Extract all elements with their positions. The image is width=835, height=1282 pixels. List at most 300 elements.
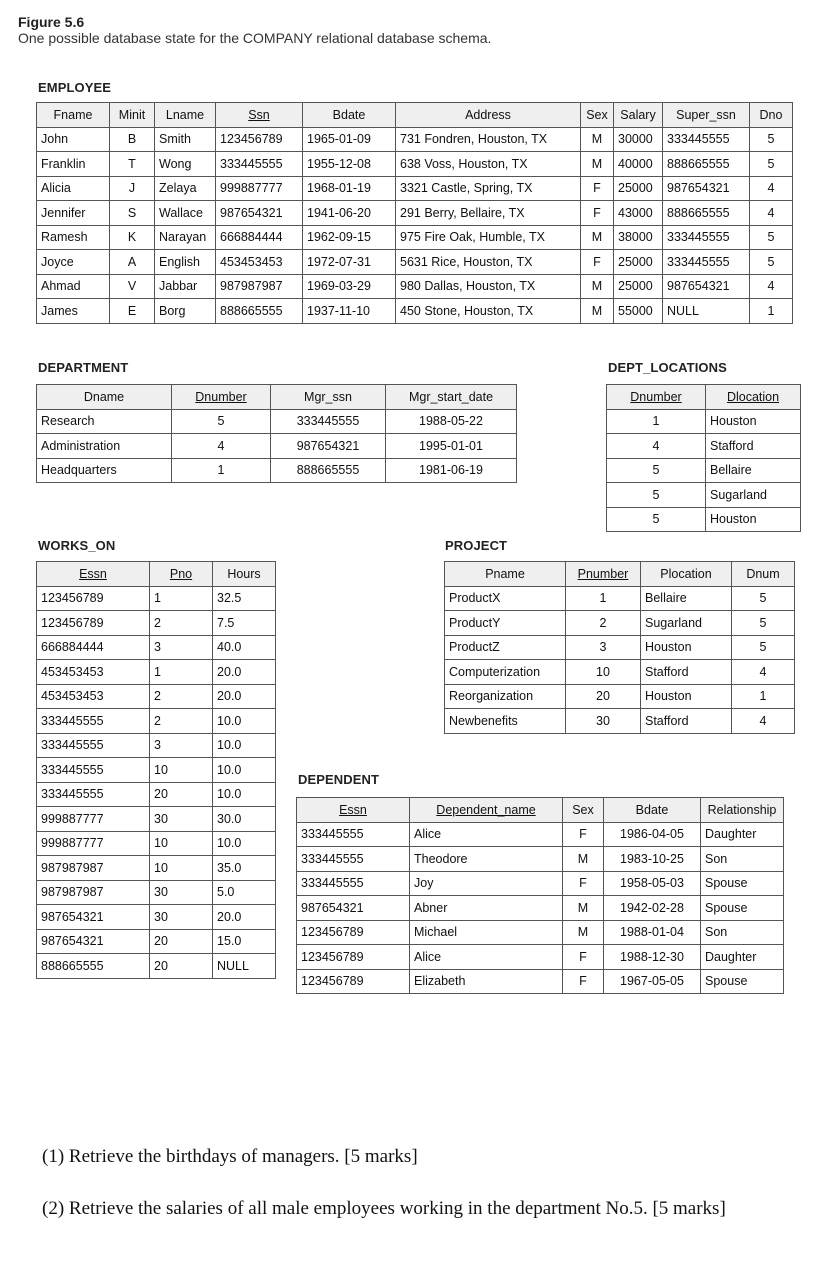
table-cell: 15.0 — [213, 929, 276, 954]
dept-locations-header-dnumber: Dnumber — [607, 385, 706, 410]
table-cell: 123456789 — [297, 920, 410, 945]
table-cell: 10.0 — [213, 733, 276, 758]
table-cell: Jennifer — [37, 201, 110, 226]
table-cell: Headquarters — [37, 458, 172, 483]
table-cell: 1965-01-09 — [303, 127, 396, 152]
table-cell: 333445555 — [663, 250, 750, 275]
table-row — [297, 871, 784, 896]
table-cell: 1937-11-10 — [303, 299, 396, 324]
table-cell: 1962-09-15 — [303, 225, 396, 250]
table-cell: 2 — [150, 709, 213, 734]
table-cell: 4 — [750, 274, 793, 299]
table-cell: 2 — [566, 611, 641, 636]
table-cell: Elizabeth — [410, 969, 563, 994]
table-cell: 10.0 — [213, 758, 276, 783]
table-cell: 975 Fire Oak, Humble, TX — [396, 225, 581, 250]
table-cell: 731 Fondren, Houston, TX — [396, 127, 581, 152]
table-cell: 1958-05-03 — [604, 871, 701, 896]
table-cell: 987654321 — [37, 905, 150, 930]
table-cell: 980 Dallas, Houston, TX — [396, 274, 581, 299]
works-on-table — [36, 561, 276, 979]
table-cell: Spouse — [701, 871, 784, 896]
dependent-table-title: DEPENDENT — [298, 772, 380, 787]
table-cell: 1 — [750, 299, 793, 324]
employee-header-salary: Salary — [614, 103, 663, 128]
table-cell: 20.0 — [213, 684, 276, 709]
table-cell: Daughter — [701, 945, 784, 970]
employee-header-dno: Dno — [750, 103, 793, 128]
table-cell: 450 Stone, Houston, TX — [396, 299, 581, 324]
table-row — [37, 458, 517, 483]
table-cell: 987654321 — [216, 201, 303, 226]
table-cell: 5 — [750, 152, 793, 177]
table-cell: 10 — [150, 831, 213, 856]
table-cell: Ramesh — [37, 225, 110, 250]
table-cell: F — [563, 822, 604, 847]
table-cell: 1983-10-25 — [604, 847, 701, 872]
table-cell: 1988-05-22 — [386, 409, 517, 434]
table-cell: F — [563, 945, 604, 970]
table-cell: 999887777 — [216, 176, 303, 201]
table-cell: 987987987 — [37, 880, 150, 905]
table-row — [37, 954, 276, 979]
table-cell: 20.0 — [213, 660, 276, 685]
figure-caption: One possible database state for the COMPANY relational database schema. — [18, 30, 492, 46]
table-row — [297, 896, 784, 921]
table-cell: 333445555 — [271, 409, 386, 434]
table-cell: 123456789 — [37, 611, 150, 636]
dependent-header-relationship: Relationship — [701, 798, 784, 823]
table-row — [37, 274, 793, 299]
table-cell: 999887777 — [37, 807, 150, 832]
table-cell: 5 — [732, 611, 795, 636]
table-cell: ProductZ — [445, 635, 566, 660]
table-cell: 1968-01-19 — [303, 176, 396, 201]
table-row — [37, 733, 276, 758]
table-cell: 10 — [566, 660, 641, 685]
dependent-table — [296, 797, 784, 994]
table-row — [297, 847, 784, 872]
table-row — [37, 635, 276, 660]
table-cell: J — [110, 176, 155, 201]
table-cell: Daughter — [701, 822, 784, 847]
table-cell: 5 — [750, 127, 793, 152]
table-cell: 1969-03-29 — [303, 274, 396, 299]
table-cell: 25000 — [614, 250, 663, 275]
table-cell: E — [110, 299, 155, 324]
table-cell: Houston — [706, 507, 801, 532]
table-cell: English — [155, 250, 216, 275]
table-cell: 10.0 — [213, 709, 276, 734]
table-row — [445, 660, 795, 685]
table-cell: 333445555 — [663, 225, 750, 250]
table-cell: 987987987 — [37, 856, 150, 881]
table-row — [37, 434, 517, 459]
employee-header-lname: Lname — [155, 103, 216, 128]
table-cell: Wong — [155, 152, 216, 177]
table-cell: Narayan — [155, 225, 216, 250]
project-header-pnumber: Pnumber — [566, 562, 641, 587]
table-cell: 4 — [732, 709, 795, 734]
employee-header-super-ssn: Super_ssn — [663, 103, 750, 128]
table-cell: 333445555 — [663, 127, 750, 152]
table-row — [607, 458, 801, 483]
table-row — [37, 409, 517, 434]
table-cell: ProductX — [445, 586, 566, 611]
table-cell: 25000 — [614, 274, 663, 299]
table-cell: Ahmad — [37, 274, 110, 299]
dept-locations-table-container — [606, 384, 801, 532]
table-row — [37, 201, 793, 226]
table-cell: 1995-01-01 — [386, 434, 517, 459]
table-cell: John — [37, 127, 110, 152]
table-cell: 291 Berry, Bellaire, TX — [396, 201, 581, 226]
table-cell: 123456789 — [216, 127, 303, 152]
table-cell: 333445555 — [297, 822, 410, 847]
table-cell: 20 — [150, 954, 213, 979]
table-row — [37, 831, 276, 856]
table-row — [297, 969, 784, 994]
table-cell: 25000 — [614, 176, 663, 201]
table-cell: 123456789 — [297, 969, 410, 994]
table-cell: 4 — [172, 434, 271, 459]
table-cell: 40.0 — [213, 635, 276, 660]
table-cell: M — [581, 225, 614, 250]
table-row — [607, 434, 801, 459]
table-cell: 5 — [750, 225, 793, 250]
table-row — [37, 127, 793, 152]
employee-header-fname: Fname — [37, 103, 110, 128]
table-cell: 10.0 — [213, 831, 276, 856]
table-cell: 5 — [607, 507, 706, 532]
table-cell: 888665555 — [271, 458, 386, 483]
table-cell: M — [563, 896, 604, 921]
table-cell: 1988-01-04 — [604, 920, 701, 945]
table-cell: Son — [701, 847, 784, 872]
table-cell: 5 — [172, 409, 271, 434]
table-cell: 20 — [150, 929, 213, 954]
table-cell: 35.0 — [213, 856, 276, 881]
table-row — [37, 807, 276, 832]
dependent-header-bdate: Bdate — [604, 798, 701, 823]
works-on-table-title: WORKS_ON — [38, 538, 116, 553]
table-cell: 666884444 — [37, 635, 150, 660]
table-cell: 453453453 — [37, 660, 150, 685]
table-cell: 888665555 — [37, 954, 150, 979]
table-cell: Houston — [706, 409, 801, 434]
works-on-header-pno: Pno — [150, 562, 213, 587]
table-cell: 55000 — [614, 299, 663, 324]
table-row — [37, 250, 793, 275]
question-1: (1) Retrieve the birthdays of managers. [5 marks] — [42, 1146, 418, 1167]
project-header-pname: Pname — [445, 562, 566, 587]
table-cell: Theodore — [410, 847, 563, 872]
table-cell: 333445555 — [37, 782, 150, 807]
table-cell: Joy — [410, 871, 563, 896]
table-cell: 1 — [150, 586, 213, 611]
department-header-mgr-ssn: Mgr_ssn — [271, 385, 386, 410]
dependent-header-sex: Sex — [563, 798, 604, 823]
table-cell: NULL — [213, 954, 276, 979]
table-cell: Alicia — [37, 176, 110, 201]
table-row — [37, 586, 276, 611]
table-cell: 5631 Rice, Houston, TX — [396, 250, 581, 275]
table-cell: 4 — [750, 176, 793, 201]
table-cell: Abner — [410, 896, 563, 921]
table-cell: Stafford — [641, 660, 732, 685]
table-row — [445, 709, 795, 734]
table-cell: 333445555 — [216, 152, 303, 177]
table-cell: S — [110, 201, 155, 226]
table-cell: Michael — [410, 920, 563, 945]
dependent-header-dependent-name: Dependent_name — [410, 798, 563, 823]
table-cell: 30 — [150, 880, 213, 905]
table-cell: 30 — [566, 709, 641, 734]
table-cell: James — [37, 299, 110, 324]
table-cell: 3 — [566, 635, 641, 660]
department-table — [36, 384, 517, 483]
table-cell: 5 — [732, 586, 795, 611]
table-cell: Spouse — [701, 896, 784, 921]
table-row — [37, 660, 276, 685]
question-2: (2) Retrieve the salaries of all male employees working in the department No.5. [5 marks] — [42, 1198, 726, 1219]
works-on-table-container — [36, 561, 276, 979]
table-cell: M — [563, 847, 604, 872]
table-cell: 38000 — [614, 225, 663, 250]
table-cell: 20 — [566, 684, 641, 709]
table-cell: M — [581, 274, 614, 299]
table-cell: 5 — [732, 635, 795, 660]
table-row — [37, 299, 793, 324]
table-cell: 1955-12-08 — [303, 152, 396, 177]
table-cell: Alice — [410, 945, 563, 970]
table-cell: 4 — [607, 434, 706, 459]
table-cell: 999887777 — [37, 831, 150, 856]
employee-table-title: EMPLOYEE — [38, 80, 112, 95]
table-cell: Research — [37, 409, 172, 434]
project-header-plocation: Plocation — [641, 562, 732, 587]
table-row — [37, 684, 276, 709]
table-cell: 20 — [150, 782, 213, 807]
project-header-dnum: Dnum — [732, 562, 795, 587]
table-cell: NULL — [663, 299, 750, 324]
table-cell: 1 — [566, 586, 641, 611]
table-cell: Sugarland — [706, 483, 801, 508]
dept-locations-header-dlocation: Dlocation — [706, 385, 801, 410]
table-cell: 30000 — [614, 127, 663, 152]
table-cell: 333445555 — [37, 758, 150, 783]
table-cell: Son — [701, 920, 784, 945]
employee-table — [36, 102, 793, 324]
table-cell: 2 — [150, 611, 213, 636]
table-cell: V — [110, 274, 155, 299]
employee-header-ssn: Ssn — [216, 103, 303, 128]
table-row — [37, 782, 276, 807]
project-table-title: PROJECT — [445, 538, 508, 553]
table-cell: Alice — [410, 822, 563, 847]
table-row — [37, 856, 276, 881]
table-cell: 453453453 — [216, 250, 303, 275]
project-table-container — [444, 561, 795, 734]
dependent-table-container — [296, 797, 784, 994]
table-cell: Stafford — [706, 434, 801, 459]
table-cell: Newbenefits — [445, 709, 566, 734]
table-cell: Joyce — [37, 250, 110, 275]
table-cell: 888665555 — [663, 152, 750, 177]
table-cell: 10.0 — [213, 782, 276, 807]
table-row — [445, 611, 795, 636]
department-header-dnumber: Dnumber — [172, 385, 271, 410]
table-row — [607, 483, 801, 508]
table-cell: 4 — [750, 201, 793, 226]
table-cell: 30.0 — [213, 807, 276, 832]
table-cell: 1 — [732, 684, 795, 709]
table-cell: 987987987 — [216, 274, 303, 299]
table-cell: 987654321 — [37, 929, 150, 954]
table-cell: 333445555 — [37, 733, 150, 758]
table-row — [297, 920, 784, 945]
table-cell: 30 — [150, 807, 213, 832]
table-cell: F — [581, 250, 614, 275]
table-cell: 123456789 — [37, 586, 150, 611]
table-row — [37, 152, 793, 177]
department-header-dname: Dname — [37, 385, 172, 410]
table-cell: 40000 — [614, 152, 663, 177]
table-row — [37, 758, 276, 783]
table-cell: M — [581, 127, 614, 152]
table-row — [445, 684, 795, 709]
table-row — [37, 929, 276, 954]
table-cell: Computerization — [445, 660, 566, 685]
table-row — [607, 409, 801, 434]
department-header-mgr-start-date: Mgr_start_date — [386, 385, 517, 410]
table-cell: 7.5 — [213, 611, 276, 636]
table-row — [607, 507, 801, 532]
employee-header-sex: Sex — [581, 103, 614, 128]
table-cell: Houston — [641, 635, 732, 660]
table-cell: F — [563, 969, 604, 994]
table-cell: 987654321 — [663, 274, 750, 299]
table-cell: 638 Voss, Houston, TX — [396, 152, 581, 177]
table-cell: Spouse — [701, 969, 784, 994]
table-cell: 32.5 — [213, 586, 276, 611]
employee-header-bdate: Bdate — [303, 103, 396, 128]
table-cell: 10 — [150, 758, 213, 783]
table-cell: 1988-12-30 — [604, 945, 701, 970]
table-cell: Houston — [641, 684, 732, 709]
table-cell: M — [581, 152, 614, 177]
table-cell: 5 — [607, 458, 706, 483]
table-cell: 333445555 — [297, 847, 410, 872]
table-cell: M — [581, 299, 614, 324]
table-cell: F — [581, 176, 614, 201]
table-cell: T — [110, 152, 155, 177]
table-cell: 453453453 — [37, 684, 150, 709]
table-row — [37, 611, 276, 636]
table-cell: 2 — [150, 684, 213, 709]
table-cell: Zelaya — [155, 176, 216, 201]
table-cell: 5 — [607, 483, 706, 508]
table-cell: Sugarland — [641, 611, 732, 636]
table-cell: Administration — [37, 434, 172, 459]
table-cell: Bellaire — [706, 458, 801, 483]
table-cell: 1941-06-20 — [303, 201, 396, 226]
table-cell: 1 — [150, 660, 213, 685]
table-row — [297, 945, 784, 970]
table-cell: K — [110, 225, 155, 250]
works-on-header-essn: Essn — [37, 562, 150, 587]
table-cell: B — [110, 127, 155, 152]
table-cell: 3 — [150, 635, 213, 660]
table-cell: Reorganization — [445, 684, 566, 709]
table-cell: 20.0 — [213, 905, 276, 930]
department-table-title: DEPARTMENT — [38, 360, 129, 375]
table-row — [297, 822, 784, 847]
table-cell: Smith — [155, 127, 216, 152]
table-cell: 987654321 — [297, 896, 410, 921]
table-row — [445, 586, 795, 611]
works-on-header-hours: Hours — [213, 562, 276, 587]
table-cell: Wallace — [155, 201, 216, 226]
table-row — [37, 709, 276, 734]
project-table — [444, 561, 795, 734]
table-cell: 43000 — [614, 201, 663, 226]
table-cell: F — [563, 871, 604, 896]
table-cell: 10 — [150, 856, 213, 881]
table-cell: F — [581, 201, 614, 226]
table-cell: 1942-02-28 — [604, 896, 701, 921]
table-cell: 987654321 — [271, 434, 386, 459]
table-cell: 30 — [150, 905, 213, 930]
table-cell: Franklin — [37, 152, 110, 177]
dept-locations-table — [606, 384, 801, 532]
table-cell: 333445555 — [297, 871, 410, 896]
table-cell: A — [110, 250, 155, 275]
table-row — [37, 880, 276, 905]
employee-header-minit: Minit — [110, 103, 155, 128]
table-row — [445, 635, 795, 660]
table-cell: 1986-04-05 — [604, 822, 701, 847]
table-row — [37, 176, 793, 201]
table-cell: M — [563, 920, 604, 945]
table-cell: 333445555 — [37, 709, 150, 734]
table-cell: 888665555 — [663, 201, 750, 226]
table-cell: 888665555 — [216, 299, 303, 324]
department-table-container — [36, 384, 517, 483]
dept-locations-table-title: DEPT_LOCATIONS — [608, 360, 727, 375]
table-cell: 1981-06-19 — [386, 458, 517, 483]
dependent-header-essn: Essn — [297, 798, 410, 823]
table-row — [37, 905, 276, 930]
table-cell: Stafford — [641, 709, 732, 734]
employee-table-container — [36, 102, 793, 324]
table-cell: ProductY — [445, 611, 566, 636]
employee-header-address: Address — [396, 103, 581, 128]
table-cell: 1967-05-05 — [604, 969, 701, 994]
table-cell: Bellaire — [641, 586, 732, 611]
table-cell: 1 — [172, 458, 271, 483]
table-cell: 5 — [750, 250, 793, 275]
table-cell: Jabbar — [155, 274, 216, 299]
table-cell: 987654321 — [663, 176, 750, 201]
table-cell: 1 — [607, 409, 706, 434]
table-cell: 3321 Castle, Spring, TX — [396, 176, 581, 201]
table-cell: 5.0 — [213, 880, 276, 905]
table-cell: 4 — [732, 660, 795, 685]
figure-title: Figure 5.6 — [18, 14, 85, 30]
table-cell: 3 — [150, 733, 213, 758]
table-cell: Borg — [155, 299, 216, 324]
